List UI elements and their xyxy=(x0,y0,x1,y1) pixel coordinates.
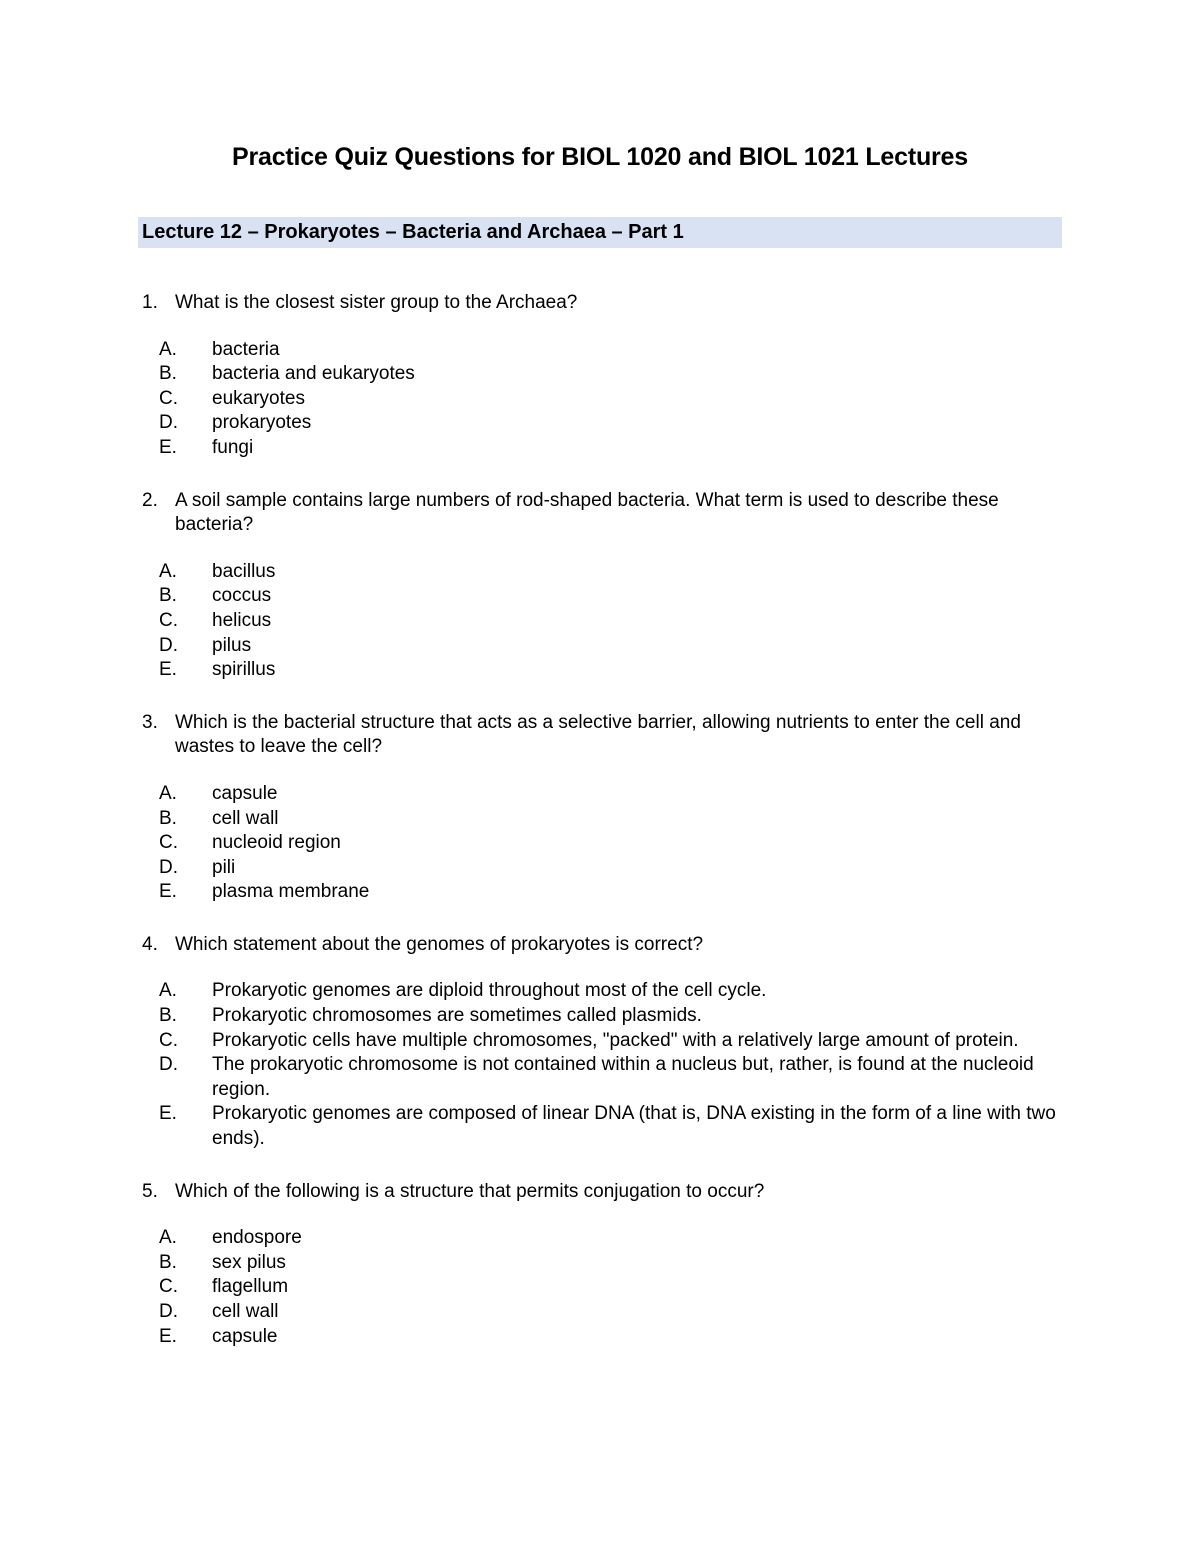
question-number: 2. xyxy=(142,489,158,511)
question-stem xyxy=(142,711,1062,760)
section-heading-bar xyxy=(138,217,1062,248)
option-item xyxy=(142,1004,1062,1029)
option-text: bacteria and eukaryotes xyxy=(212,363,415,385)
option-letter: C. xyxy=(159,832,178,854)
option-text: prokaryotes xyxy=(212,412,312,434)
option-item xyxy=(142,1053,1062,1102)
question-number: 5. xyxy=(142,1180,158,1202)
option-letter: A. xyxy=(159,782,177,804)
question-stem xyxy=(142,1180,1062,1205)
option-letter: D. xyxy=(159,1054,178,1076)
option-letter: C. xyxy=(159,609,178,631)
question-number: 3. xyxy=(142,711,158,733)
question-text: A soil sample contains large numbers of rod-shaped bacteria. What term is used to describe these bacteria? xyxy=(175,489,999,536)
option-letter: E. xyxy=(159,436,177,458)
question-3 xyxy=(142,711,1062,905)
option-letter: A. xyxy=(159,338,177,360)
option-text: Prokaryotic genomes are diploid throughout most of the cell cycle. xyxy=(212,980,767,1002)
option-letter: D. xyxy=(159,1301,178,1322)
option-item xyxy=(142,782,1062,807)
option-item xyxy=(142,362,1062,387)
option-text: Prokaryotic genomes are composed of linear DNA (that is, DNA existing in the form of a line with two ends). xyxy=(212,1103,1056,1150)
question-text: Which statement about the genomes of prokaryotes is correct? xyxy=(175,933,704,955)
question-text: Which of the following is a structure that permits conjugation to occur? xyxy=(175,1180,765,1202)
option-item xyxy=(142,411,1062,436)
question-text: What is the closest sister group to the Archaea? xyxy=(175,292,578,313)
question-stem xyxy=(142,291,1062,316)
option-item xyxy=(142,436,1062,461)
option-text: The prokaryotic chromosome is not contained within a nucleus but, rather, is found at the nucleoid region. xyxy=(212,1054,1034,1100)
option-letter: E. xyxy=(159,659,177,681)
option-list xyxy=(142,560,1062,683)
option-text: cell wall xyxy=(212,807,279,829)
option-item xyxy=(142,1102,1062,1151)
option-letter: C. xyxy=(159,1029,178,1051)
question-2 xyxy=(142,489,1062,683)
question-list xyxy=(142,291,1062,1377)
option-text: sex pilus xyxy=(212,1251,286,1273)
option-list xyxy=(142,1226,1062,1349)
option-letter: A. xyxy=(159,980,177,1002)
option-letter: D. xyxy=(159,634,178,656)
option-text: Prokaryotic cells have multiple chromosomes, "packed" with a relatively large amount of protein. xyxy=(212,1029,1019,1051)
option-item xyxy=(142,1251,1062,1276)
option-text: coccus xyxy=(212,585,272,607)
option-item xyxy=(142,979,1062,1004)
option-letter: E. xyxy=(159,881,177,903)
option-text: Prokaryotic chromosomes are sometimes called plasmids. xyxy=(212,1005,702,1027)
option-item xyxy=(142,387,1062,412)
section-heading: Lecture 12 – Prokaryotes – Bacteria and Archaea – Part 1 xyxy=(142,221,684,243)
option-text: bacteria xyxy=(212,338,280,360)
option-item xyxy=(142,1275,1062,1300)
option-list xyxy=(142,979,1062,1151)
option-text: pilus xyxy=(212,634,252,656)
option-item xyxy=(142,831,1062,856)
question-text: Which is the bacterial structure that acts as a selective barrier, allowing nutrients to enter the cell and wastes to leave the cell? xyxy=(175,711,1021,758)
question-5 xyxy=(142,1180,1062,1350)
question-stem xyxy=(142,489,1062,538)
option-item xyxy=(142,856,1062,881)
option-item xyxy=(142,807,1062,832)
option-item xyxy=(142,560,1062,585)
option-item xyxy=(142,880,1062,905)
option-item xyxy=(142,338,1062,363)
option-text: nucleoid region xyxy=(212,832,341,854)
option-text: spirillus xyxy=(212,659,276,681)
option-text: pili xyxy=(212,856,236,878)
option-letter: C. xyxy=(159,1276,178,1298)
option-text: plasma membrane xyxy=(212,881,370,903)
question-number: 1. xyxy=(142,292,158,313)
question-stem xyxy=(142,933,1062,958)
option-letter: E. xyxy=(159,1103,177,1125)
option-letter: E. xyxy=(159,1325,177,1347)
option-text: cell wall xyxy=(212,1301,279,1322)
option-letter: B. xyxy=(159,1251,177,1273)
option-letter: D. xyxy=(159,856,178,878)
option-item xyxy=(142,584,1062,609)
option-letter: B. xyxy=(159,585,177,607)
option-item xyxy=(142,658,1062,683)
option-text: eukaryotes xyxy=(212,387,305,409)
page-title: Practice Quiz Questions for BIOL 1020 and BIOL 1021 Lectures xyxy=(232,143,968,171)
option-letter: A. xyxy=(159,560,177,582)
option-text: flagellum xyxy=(212,1276,289,1298)
option-text: fungi xyxy=(212,436,254,458)
option-item xyxy=(142,634,1062,659)
option-item xyxy=(142,609,1062,634)
option-item xyxy=(142,1325,1062,1350)
option-item xyxy=(142,1029,1062,1054)
question-number: 4. xyxy=(142,933,158,955)
option-item xyxy=(142,1300,1062,1325)
option-text: capsule xyxy=(212,782,278,804)
option-text: helicus xyxy=(212,609,272,631)
option-letter: C. xyxy=(159,387,178,409)
option-text: bacillus xyxy=(212,560,276,582)
question-4 xyxy=(142,933,1062,1152)
option-list xyxy=(142,338,1062,461)
option-letter: A. xyxy=(159,1227,177,1249)
option-letter: B. xyxy=(159,807,177,829)
option-list xyxy=(142,782,1062,905)
option-text: capsule xyxy=(212,1325,278,1347)
question-1 xyxy=(142,291,1062,461)
option-letter: B. xyxy=(159,1005,177,1027)
option-letter: B. xyxy=(159,363,177,385)
option-item xyxy=(142,1226,1062,1251)
option-text: endospore xyxy=(212,1227,302,1249)
option-letter: D. xyxy=(159,412,178,434)
